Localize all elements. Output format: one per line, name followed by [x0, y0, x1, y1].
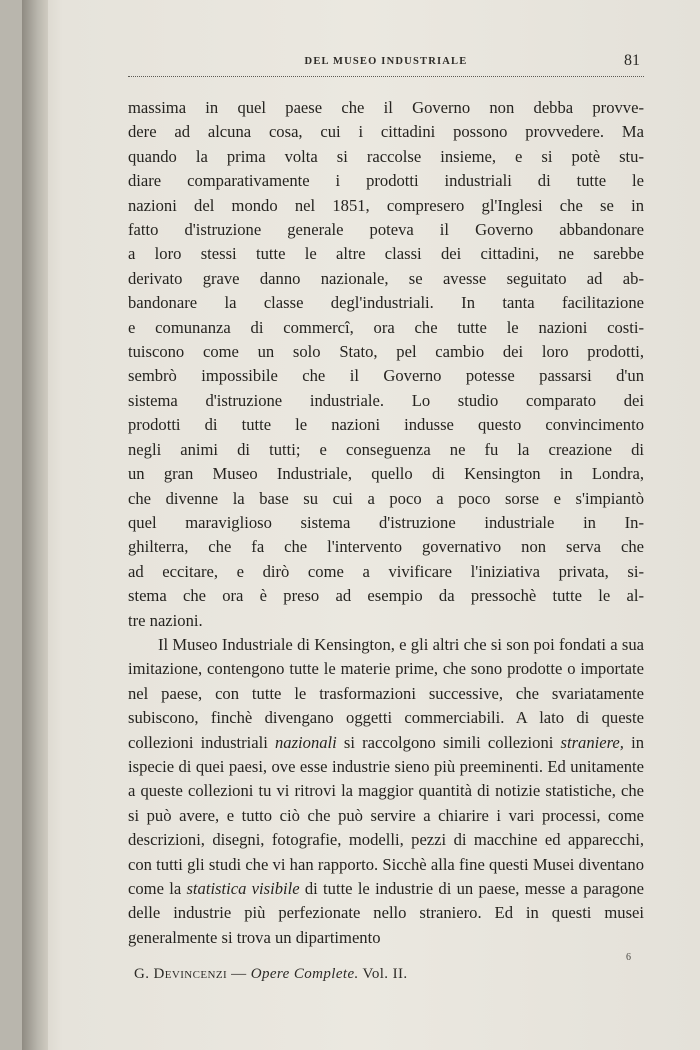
italic-statistica-visibile: statistica visibile — [186, 879, 300, 898]
page-gutter-shadow — [22, 0, 48, 1050]
italic-straniere: straniere, — [560, 732, 624, 752]
body-text — [128, 96, 644, 950]
page-number: 81 — [624, 52, 640, 69]
paragraph-1-line: sistema d'istruzione industriale. Lo studio comparato dei — [128, 390, 644, 410]
paragraph-1-line: un gran Museo Industriale, quello di Kensington in Londra, — [128, 464, 644, 484]
paragraph-2-text-4: di tutte le industrie di un paese, messe a paragone delle industrie più perfezionate nello straniero. Ed in questi musei generalmente si trova un dipartimento — [128, 879, 644, 947]
paragraph-1-line: derivato grave danno nazionale, se avesse seguitato ad ab- — [128, 268, 644, 288]
paragraph-1 — [128, 96, 644, 633]
paragraph-1-line: stema che ora è preso ad esempio da pressochè tutte le al- — [128, 586, 644, 606]
paragraph-1-line: quel maraviglioso sistema d'istruzione industriale in In- — [128, 512, 644, 532]
footer-author: G. Devincenzi — [134, 966, 228, 982]
paragraph-1-line: quando la prima volta si raccolse insieme, e si potè stu- — [128, 146, 644, 166]
paragraph-1-line: massima in quel paese che il Governo non debba provve- — [128, 98, 644, 117]
paragraph-1-line: a loro stessi tutte le altre classi dei cittadini, ne sarebbe — [128, 244, 644, 264]
paragraph-1-line: bandonare la classe degl'industriali. In tanta facilitazione — [128, 293, 644, 313]
paragraph-1-line: fatto d'istruzione generale poteva il Governo abbandonare — [128, 220, 644, 240]
paragraph-1-line: ad eccitare, e dirò come a vivificare l'iniziativa privata, si- — [128, 561, 644, 581]
paragraph-1-line: tuiscono come un solo Stato, pel cambio dei loro prodotti, — [128, 342, 644, 362]
paragraph-1-line: tre nazioni. — [128, 610, 203, 630]
paragraph-1-line: sembrò impossibile che il Governo potesse passarsi d'un — [128, 366, 644, 386]
footer-dash: — — [227, 966, 251, 982]
paragraph-2 — [128, 633, 644, 950]
paragraph-1-line: che divenne la base su cui a poco a poco sorse e s'impiantò — [128, 488, 644, 508]
paragraph-1-line: negli animi di tutti; e conseguenza ne fu la creazione di — [128, 439, 644, 459]
paragraph-2-text-3: in ispecie di quei paesi, ove esse industrie sieno più preeminenti. Ed unitamente a queste collezioni tu vi ritrovi la maggior quantità di notizie statistiche, che si può avere, e tutto ciò che può servire a chiarire i vari processi, come descrizioni, disegni, fotografie, modelli, pezzi di macchine ed apparecchi, con tutti gli studi che vi han rapporto. Sicchè alla fine questi Musei diventano come la — [128, 732, 644, 898]
paragraph-2-text-1: Il Museo Industriale di Kensington, e gli altri che si son poi fondati a sua imitazione, contengono tutte le materie prime, che sono prodotte o importate nel paese, con tutte le trasformazioni successive, che svariatamente subiscono, finchè divengano oggetti commerciabili. A lato di queste collezioni industriali — [128, 634, 644, 752]
paragraph-1-line: e comunanza di commercî, ora che tutte le nazioni costi- — [128, 317, 644, 337]
footer-title: Opere Complete. — [250, 966, 359, 982]
paragraph-1-line: ghilterra, che fa che l'intervento governativo non serva che — [128, 537, 644, 557]
signature-mark: 6 — [626, 952, 631, 963]
paragraph-1-line: diare comparativamente i prodotti industriali di tutte le — [128, 171, 644, 191]
header-rule — [128, 76, 644, 77]
running-head: DEL MUSEO INDUSTRIALE — [304, 56, 468, 67]
paragraph-2-text-2: si raccolgono simili collezioni — [336, 732, 561, 752]
page-header — [128, 52, 644, 80]
paragraph-1-line: dere ad alcuna cosa, cui i cittadini possono provvedere. Ma — [128, 122, 644, 142]
paragraph-1-line: prodotti di tutte le nazioni indusse questo convincimento — [128, 415, 644, 435]
italic-nazionali: nazionali — [275, 732, 337, 752]
paragraph-1-line: nazioni del mondo nel 1851, compresero gl'Inglesi che se in — [128, 195, 644, 215]
footer-volume: Vol. II. — [358, 966, 408, 982]
page-footer — [134, 966, 408, 983]
